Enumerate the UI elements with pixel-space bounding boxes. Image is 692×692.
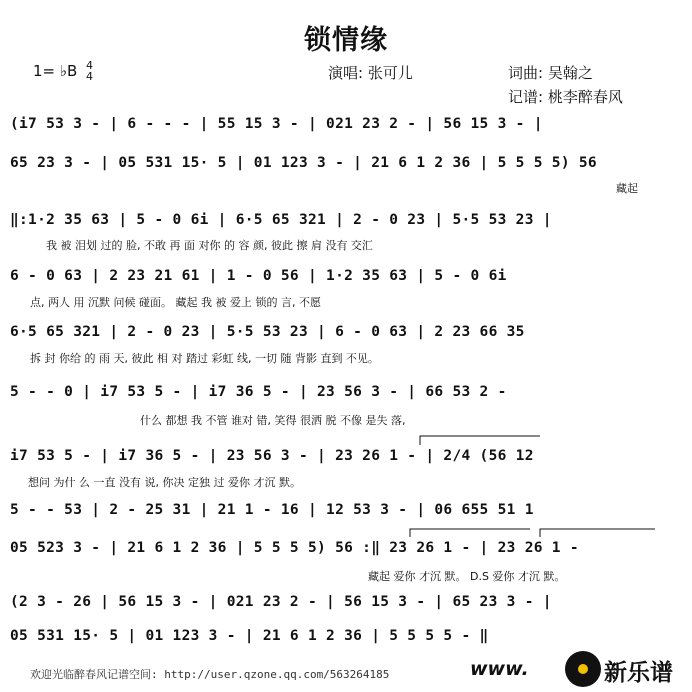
notation-line-10: (2 3 - 26 | 56 15 3 - | 021 23 2 - | 56 15 3 - | 65 23 3 - | (10, 594, 552, 610)
volta-bracket-3 (540, 529, 655, 537)
lyric-line-6: 什么 都想 我 不管 谁对 错, 笑得 很洒 脱 不像 是失 落, (140, 414, 406, 427)
lyric-line-3: 我 被 泪划 过的 脸, 不敢 再 面 对你 的 容 颜, 彼此 擦 肩 没有 交汇 (46, 239, 373, 252)
notation-line-1: (i7 53 3 - | 6 - - - | 55 15 3 - | 021 23 2 - | 56 15 3 - | (10, 116, 543, 132)
logo-url-text: www. (470, 658, 529, 680)
transcriber-credit: 记谱: 桃李醉春风 (508, 88, 623, 106)
notation-line-8: 5 - - 53 | 2 - 25 31 | 21 1 - 16 | 12 53 3 - | 06 655 51 1 (10, 502, 534, 518)
notation-line-6: 5 - - 0 | i7 53 5 - | i7 36 5 - | 23 56 3 - | 66 53 2 - (10, 384, 507, 400)
key-signature: 1= ♭B (33, 62, 78, 80)
notation-line-9: 05 523 3 - | 21 6 1 2 36 | 5 5 5 5) 56 :‖ 23 26 1 - | 23 26 1 - (10, 540, 579, 556)
lyric-line-9: 藏起 爱你 才沉 默。 D.S 爱你 才沉 默。 (368, 570, 566, 583)
notation-line-3: ‖:1·2 35 63 | 5 - 0 6i | 6·5 65 321 | 2 - 0 23 | 5·5 53 23 | (10, 212, 552, 228)
volta-bracket-1 (420, 436, 540, 445)
lyric-line-5: 拆 封 你给 的 雨 天, 彼此 相 对 踏过 彩虹 线, 一切 随 背影 直到 不见。 (30, 352, 379, 365)
time-signature-bottom: 4 (86, 70, 93, 83)
record-disc-icon (565, 651, 601, 687)
lyric-line-2: 藏起 (616, 182, 638, 195)
volta-bracket-2 (410, 529, 530, 537)
composer-credit: 词曲: 吴翰之 (508, 64, 593, 82)
notation-line-5: 6·5 65 321 | 2 - 0 23 | 5·5 53 23 | 6 - 0 63 | 2 23 66 35 (10, 324, 525, 340)
notation-line-7: i7 53 5 - | i7 36 5 - | 23 56 3 - | 23 26 1 - | 2/4 (56 12 (10, 448, 534, 464)
notation-line-4: 6 - 0 63 | 2 23 21 61 | 1 - 0 56 | 1·2 35 63 | 5 - 0 6i (10, 268, 507, 284)
logo-name-text: 新乐谱 (604, 660, 673, 686)
song-title: 锁情缘 (304, 25, 388, 56)
lyric-line-4: 点, 两人 用 沉默 问候 碰面。 藏起 我 被 爱上 锁的 言, 不愿 (30, 296, 321, 309)
lyric-line-7: 想问 为什 么 一直 没有 说, 你决 定独 过 爱你 才沉 默。 (28, 476, 301, 489)
site-logo (470, 648, 692, 692)
singer-credit: 演唱: 张可儿 (328, 64, 413, 82)
notation-line-2: 65 23 3 - | 05 531 15· 5 | 01 123 3 - | 21 6 1 2 36 | 5 5 5 5) 56 (10, 155, 597, 171)
notation-line-11: 05 531 15· 5 | 01 123 3 - | 21 6 1 2 36 | 5 5 5 5 - ‖ (10, 628, 489, 644)
footer-welcome: 欢迎光临醉春风记谱空间: http://user.qzone.qq.com/563264185 (30, 668, 390, 681)
time-signature-top: 4 (86, 59, 93, 72)
